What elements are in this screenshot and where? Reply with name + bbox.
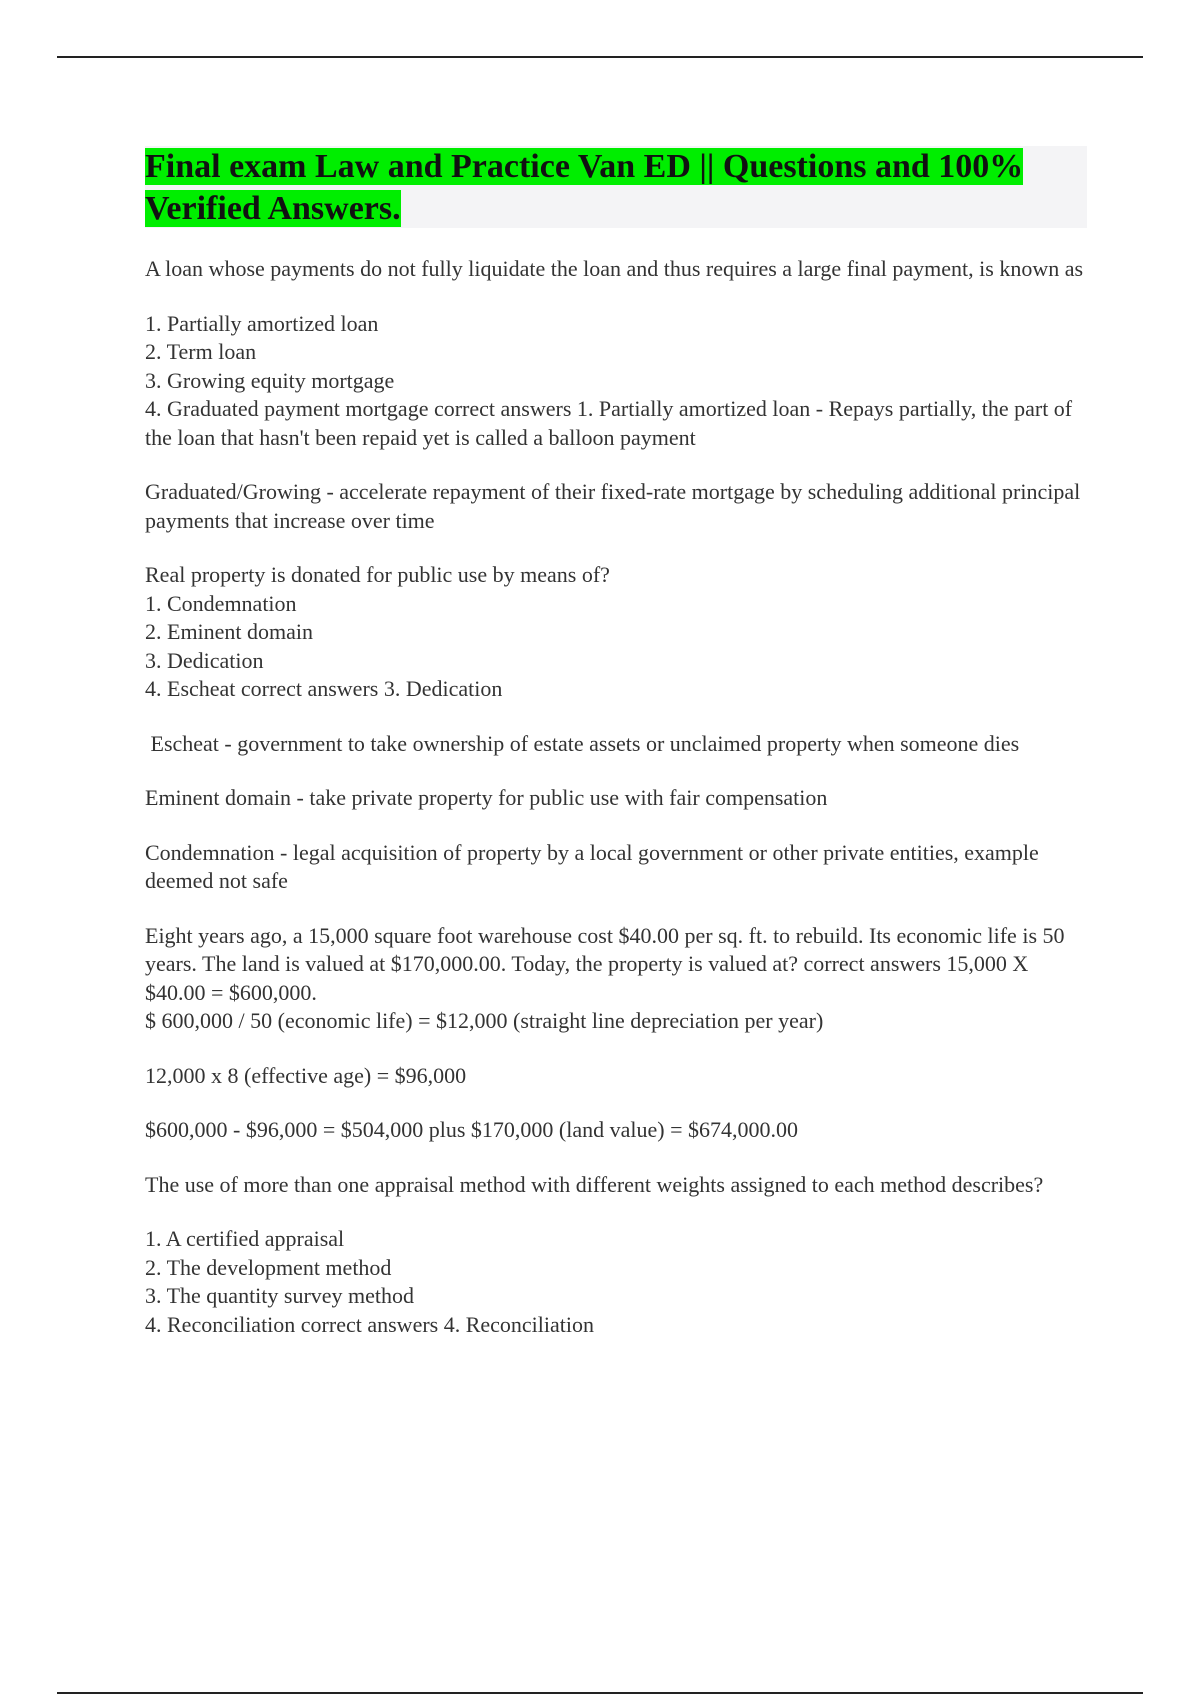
title-block <box>145 146 1087 228</box>
escheat-note <box>145 730 1091 759</box>
question-2 <box>145 561 1091 704</box>
question-4-options <box>145 1225 1091 1339</box>
answer-line: 4. Graduated payment mortgage correct answers 1. Partially amortized loan - Repays partially, the part of the loan that hasn't been repaid yet is called a balloon payment <box>145 396 1073 450</box>
question-line: Real property is donated for public use by means of? <box>145 562 610 587</box>
option-line: 3. Growing equity mortgage <box>145 367 395 393</box>
calc-line: $600,000 - $96,000 = $504,000 plus $170,000 (land value) = $674,000.00 <box>145 1117 798 1142</box>
text-line: The use of more than one appraisal method with different weights assigned to each method describes? <box>145 1171 1044 1197</box>
question-1-prompt <box>145 255 1091 284</box>
question-1-options <box>145 310 1091 453</box>
text-line: A loan whose payments do not fully liquidate the loan and thus requires a large final payment, is known as <box>145 256 1084 281</box>
option-line: 3. Dedication <box>145 647 264 673</box>
text-line: Eminent domain - take private property for public use with fair compensation <box>145 785 828 810</box>
eminent-domain-note <box>145 784 1091 813</box>
bottom-rule <box>57 1692 1143 1694</box>
option-line: 2. Eminent domain <box>145 619 314 644</box>
text-line: Escheat - government to take ownership of estate assets or unclaimed property when someone dies <box>145 730 1020 756</box>
calc-line: 12,000 x 8 (effective age) = $96,000 <box>145 1062 467 1088</box>
calc-effective-age <box>145 1062 1091 1091</box>
top-rule <box>57 56 1143 58</box>
condemnation-note <box>145 839 1091 896</box>
option-line: 1. A certified appraisal <box>145 1226 345 1251</box>
option-line: 1. Partially amortized loan <box>145 310 379 336</box>
text-line: Condemnation - legal acquisition of property by a local government or other private entities, example deemed not safe <box>145 839 1039 893</box>
option-line: 3. The quantity survey method <box>145 1283 415 1308</box>
graduated-note <box>145 478 1091 535</box>
title-highlight: Final exam Law and Practice Van ED || Questions and 100% Verified Answers. <box>145 148 1024 227</box>
calc-line: $ 600,000 / 50 (economic life) = $12,000 (straight line depreciation per year) <box>145 1008 824 1033</box>
text-line: Graduated/Growing - accelerate repayment of their fixed-rate mortgage by scheduling additional principal payments that increase over time <box>145 479 1081 533</box>
calc-total <box>145 1116 1091 1145</box>
option-line: 1. Condemnation <box>145 590 297 616</box>
answer-line: 4. Reconciliation correct answers 4. Reconciliation <box>145 1311 595 1337</box>
question-line: Eight years ago, a 15,000 square foot warehouse cost $40.00 per sq. ft. to rebuild. Its economic life is 50 years. The land is valued at $170,000.00. Today, the property is valued at? correct answers 15,000 X $40.00 = $600,000. <box>145 922 1065 1005</box>
question-4-prompt <box>145 1171 1091 1200</box>
document-body <box>145 255 1091 1365</box>
answer-line: 4. Escheat correct answers 3. Dedication <box>145 676 503 701</box>
document-title <box>145 146 1087 230</box>
option-line: 2. The development method <box>145 1254 392 1280</box>
question-3 <box>145 922 1091 1036</box>
option-line: 2. Term loan <box>145 339 257 364</box>
